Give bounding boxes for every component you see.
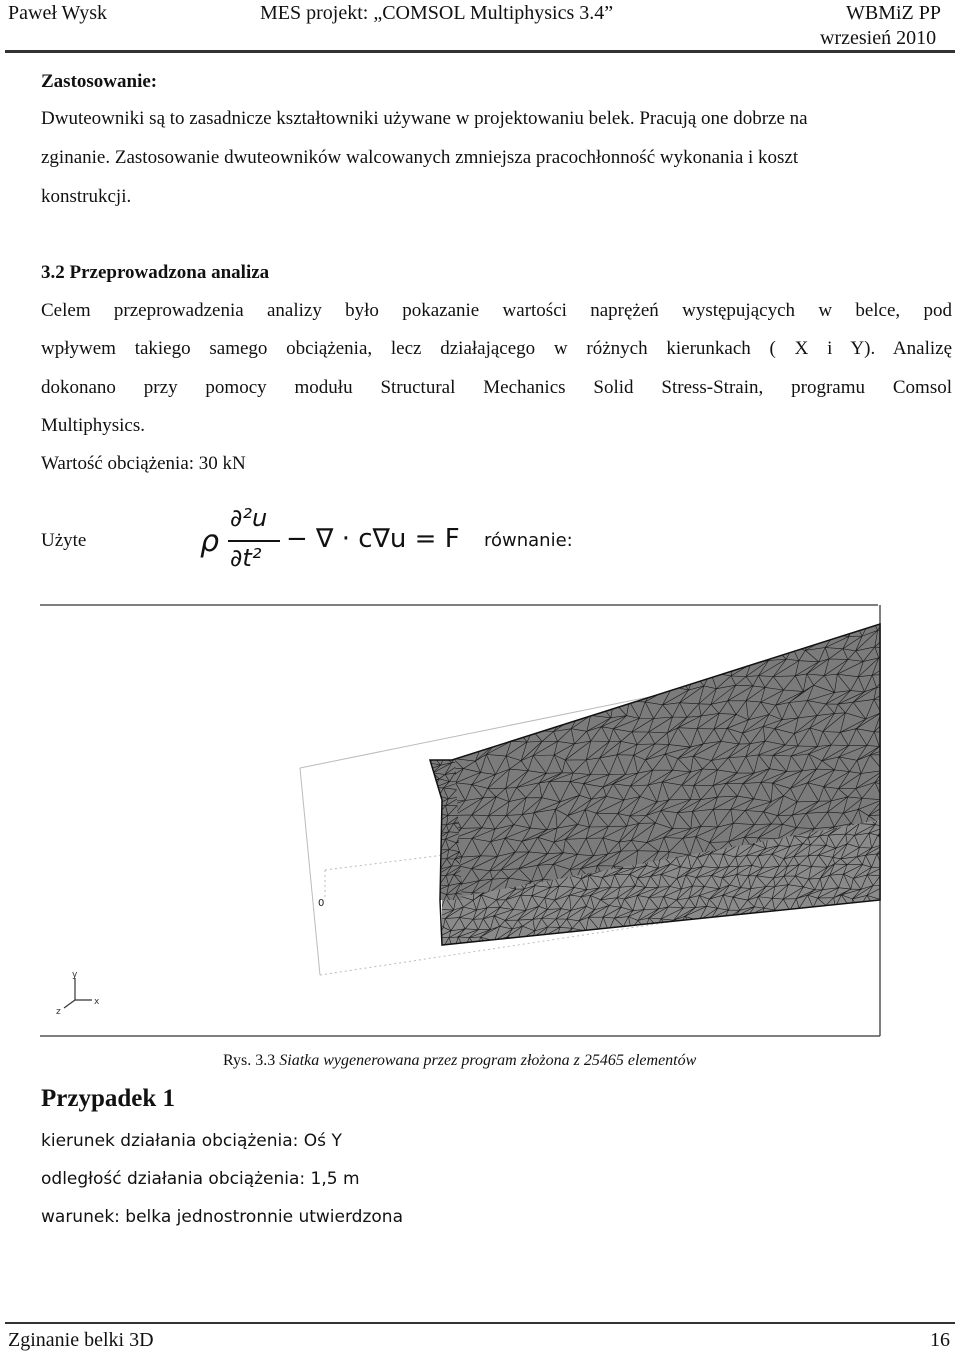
analysis-line-2: wpływem takiego samego obciążenia, lecz działającego w różnych kierunkach ( X i Y). Analizę: [41, 338, 952, 359]
axis-y-label: y: [72, 970, 78, 980]
point-marker: 0: [318, 898, 325, 909]
header-author: Paweł Wysk: [8, 2, 107, 24]
equation-rest: − ∇ · c∇u = F: [286, 524, 460, 554]
axis-triad: [56, 970, 100, 1017]
axis-x-label: x: [94, 997, 100, 1007]
usage-line-1: Dwuteowniki są to zasadnicze kształtowniki używane w projektowaniu belek. Pracują one dobrze na: [41, 108, 808, 129]
beam-mesh-graphic: [40, 600, 885, 1040]
mesh-figure: [40, 600, 885, 1040]
equation-denominator: ∂t²: [230, 544, 262, 572]
equation-suffix: równanie:: [484, 530, 573, 551]
equation-rho: ρ: [200, 524, 220, 559]
figure-caption: [223, 1052, 696, 1070]
equation: [200, 504, 470, 574]
equation-fraction-bar: [228, 540, 280, 542]
axis-z-label: z: [56, 1007, 61, 1017]
case-direction: kierunek działania obciążenia: Oś Y: [41, 1131, 342, 1151]
equation-prefix: Użyte: [41, 530, 87, 551]
header-project: MES projekt: „COMSOL Multiphysics 3.4”: [260, 2, 614, 24]
header-rule: [5, 50, 955, 53]
header-institution: WBMiZ PP: [846, 2, 942, 24]
analysis-line-3: dokonano przy pomocy modułu Structural Mechanics Solid Stress-Strain, programu Comsol: [41, 377, 952, 398]
analysis-heading: 3.2 Przeprowadzona analiza: [41, 262, 270, 283]
footer-title: Zginanie belki 3D: [8, 1329, 154, 1351]
case-heading: Przypadek 1: [41, 1085, 176, 1112]
footer-page-number: 16: [930, 1329, 950, 1351]
usage-heading: Zastosowanie:: [41, 71, 158, 92]
analysis-line-1: Celem przeprowadzenia analizy było pokazanie wartości naprężeń występujących w belce, pod: [41, 300, 952, 321]
usage-line-2: zginanie. Zastosowanie dwuteowników walcowanych zmniejsza pracochłonność wykonania i koszt: [41, 147, 799, 168]
equation-numerator: ∂²u: [230, 504, 268, 532]
case-distance: odległość działania obciążenia: 1,5 m: [41, 1169, 360, 1189]
usage-line-3: konstrukcji.: [41, 186, 132, 207]
case-condition: warunek: belka jednostronnie utwierdzona: [41, 1207, 403, 1227]
footer-rule: [5, 1322, 955, 1324]
caption-text: Siatka wygenerowana przez program złożona z 25465 elementów: [279, 1052, 697, 1069]
analysis-line-4: Multiphysics.: [41, 415, 145, 436]
header-date: wrzesień 2010: [820, 27, 937, 49]
caption-number: Rys. 3.3: [223, 1052, 276, 1069]
load-value: Wartość obciążenia: 30 kN: [41, 453, 246, 474]
